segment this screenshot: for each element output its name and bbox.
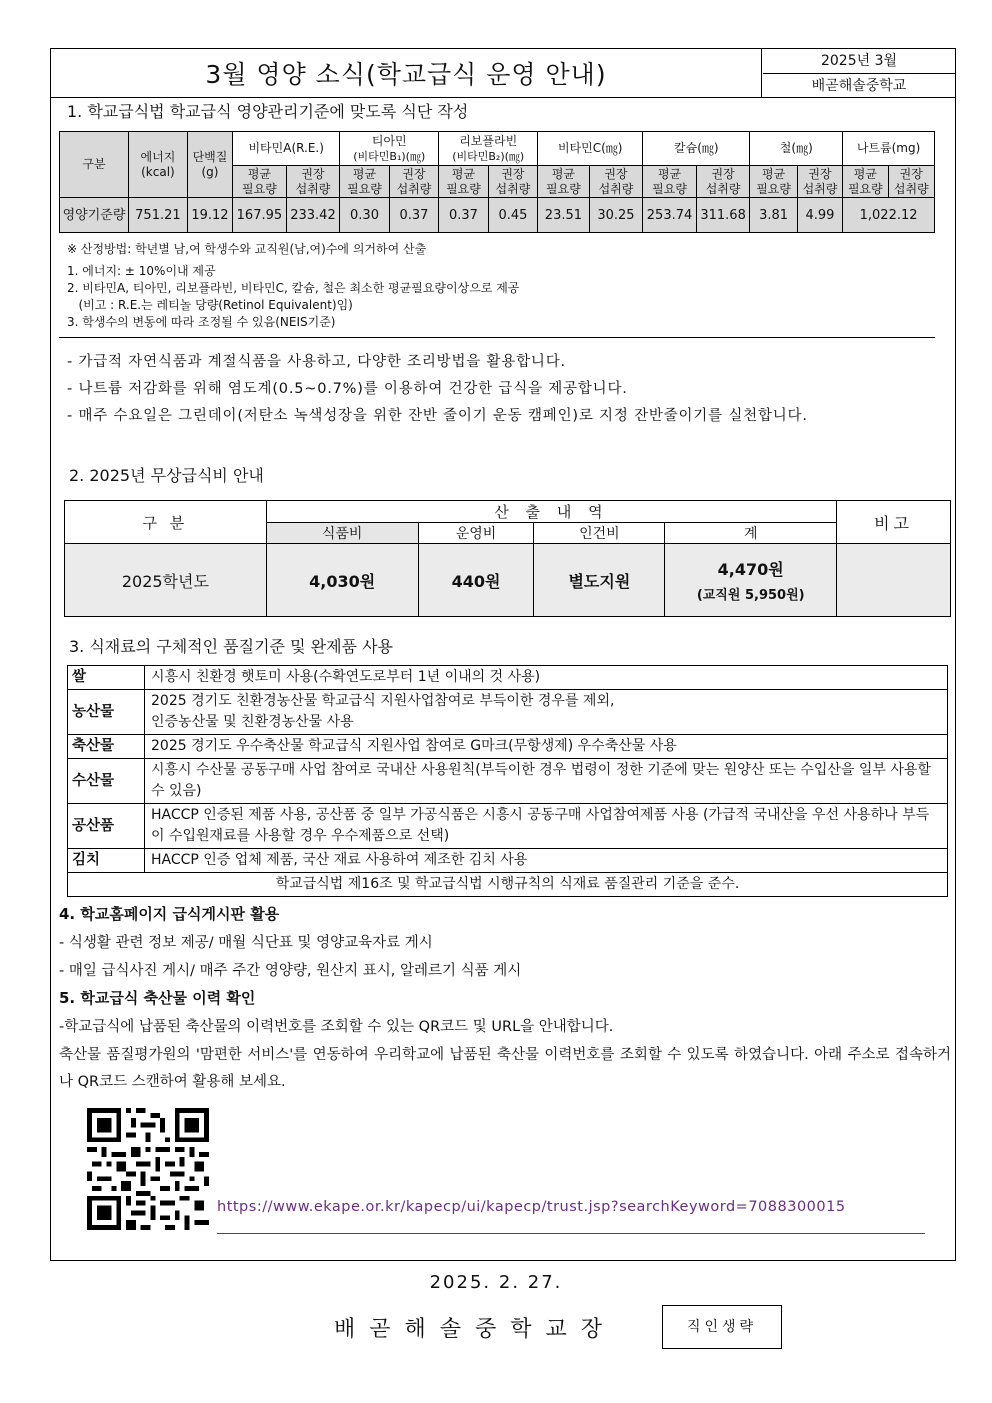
value-cell: 751.21 bbox=[129, 198, 188, 233]
value-cell: 0.37 bbox=[439, 198, 488, 233]
th-protein: 단백질 (g) bbox=[187, 132, 232, 198]
th-sub: 권장 섭취량 bbox=[696, 166, 750, 198]
issue-date: 2025. 2. 27. bbox=[429, 1272, 563, 1293]
bullet-line: - 매주 수요일은 그린데이(저탄소 녹색성장을 위한 잔반 줄이기 운동 캠페인)로 지정 잔반줄이기를 실천합니다. bbox=[67, 408, 808, 424]
operation-cost: 440원 bbox=[418, 544, 534, 617]
header-school: 배곧해솔중학교 bbox=[763, 73, 955, 98]
th-sub: 권장 섭취량 bbox=[488, 166, 537, 198]
header-info bbox=[763, 49, 955, 97]
th-sub: 권장 섭취량 bbox=[589, 166, 643, 198]
th-sub: 권장 섭취량 bbox=[389, 166, 438, 198]
divider bbox=[59, 337, 935, 338]
th-sub: 평균 필요량 bbox=[233, 166, 287, 198]
note-line: 2. 비타민A, 티아민, 리보플라빈, 비타민C, 칼슘, 철은 최소한 평균필요량이상으로 제공 bbox=[67, 281, 520, 295]
value-cell: 0.30 bbox=[340, 198, 389, 233]
quality-key: 수산물 bbox=[68, 759, 145, 804]
row-label: 2025학년도 bbox=[65, 544, 267, 617]
section3-heading: 3. 식재료의 구체적인 품질기준 및 완제품 사용 bbox=[69, 637, 393, 656]
total-cost bbox=[665, 544, 837, 617]
th-sub: 평균 필요량 bbox=[538, 166, 590, 198]
quality-value: 2025 경기도 친환경농산물 학교급식 지원사업참여로 부득이한 경우를 제외, 인증농산물 및 친환경농산물 사용 bbox=[145, 690, 948, 735]
bullet-line: - 나트륨 저감화를 위해 염도계(0.5~0.7%)를 이용하여 건강한 급식을 제공합니다. bbox=[67, 381, 628, 397]
food-cost: 4,030원 bbox=[266, 544, 418, 617]
nutrition-notes bbox=[67, 241, 519, 331]
bullet-line: - 가급적 자연식품과 계절식품을 사용하고, 다양한 조리방법을 활용합니다. bbox=[67, 354, 566, 370]
th-sub: 평균 필요량 bbox=[643, 166, 697, 198]
trace-url-link[interactable]: https://www.ekape.or.kr/kapecp/ui/kapecp/trust.jsp?searchKeyword=7088300015 bbox=[217, 1199, 846, 1215]
section1-heading: 1. 학교급식법 학교급식 영양관리기준에 맞도록 식단 작성 bbox=[67, 102, 469, 121]
th-sub: 권장 섭취량 bbox=[286, 166, 340, 198]
header-date: 2025년 3월 bbox=[820, 53, 898, 69]
note-line: ※ 산정방법: 학년별 남,여 학생수와 교직원(남,여)수에 의거하여 산출 bbox=[67, 242, 427, 256]
row-label: 영양기준량 bbox=[60, 198, 129, 233]
value-cell: 0.45 bbox=[488, 198, 537, 233]
value-cell: 23.51 bbox=[538, 198, 590, 233]
th-sub: 평균 필요량 bbox=[750, 166, 797, 198]
th-vitamin-a: 비타민A(R.E.) bbox=[233, 132, 340, 166]
th-vitamin-c: 비타민C(㎎) bbox=[538, 132, 643, 166]
section5-line: -학교급식에 납품된 축산물의 이력번호를 조회할 수 있는 QR코드 및 URL을 안내합니다. bbox=[59, 1019, 614, 1035]
section4-heading: 4. 학교홈페이지 급식게시판 활용 bbox=[59, 905, 280, 923]
quality-key: 쌀 bbox=[68, 666, 145, 690]
staff-cost: (교직원 5,950원) bbox=[696, 588, 805, 603]
th-sub: 평균 필요량 bbox=[843, 166, 888, 198]
value-cell: 0.37 bbox=[389, 198, 438, 233]
url-underline bbox=[217, 1233, 925, 1234]
th-sodium: 나트륨(mg) bbox=[843, 132, 935, 166]
note-line: 3. 학생수의 변동에 따라 조정될 수 있음(NEIS기준) bbox=[67, 315, 336, 329]
th-sub: 권장 섭취량 bbox=[888, 166, 935, 198]
labor-cost: 별도지원 bbox=[534, 544, 665, 617]
value-cell: 3.81 bbox=[750, 198, 797, 233]
th-sub: 권장 섭취량 bbox=[797, 166, 842, 198]
section4-line: - 식생활 관련 정보 제공/ 매월 식단표 및 영양교육자료 게시 bbox=[59, 935, 433, 951]
th-iron: 철(㎎) bbox=[750, 132, 843, 166]
note-line: (비고 : R.E.는 레티놀 당량(Retinol Equivalent)임) bbox=[67, 298, 353, 312]
th-note: 비고 bbox=[837, 501, 951, 544]
value-cell: 253.74 bbox=[643, 198, 697, 233]
quality-key: 축산물 bbox=[68, 735, 145, 759]
section4-line: - 매일 급식사진 게시/ 매주 주간 영양량, 원산지 표시, 알레르기 식품 게시 bbox=[59, 963, 522, 979]
meal-fee-table bbox=[64, 500, 951, 617]
th-riboflavin: 리보플라빈 (비타민B₂)(㎎) bbox=[439, 132, 538, 166]
note-line: 1. 에너지: ± 10%이내 제공 bbox=[67, 264, 216, 278]
quality-table bbox=[67, 665, 948, 897]
page-title: 3월 영양 소식(학교급식 운영 안내) bbox=[51, 49, 762, 97]
quality-value: HACCP 인증 업체 제품, 국산 재료 사용하여 제조한 김치 사용 bbox=[145, 849, 948, 873]
meal-policy-bullets bbox=[67, 349, 808, 430]
th-thiamin: 티아민 (비타민B₁)(㎎) bbox=[340, 132, 439, 166]
quality-value: HACCP 인증된 제품 사용, 공산품 중 일부 가공식품은 시흥시 공동구매 사업참여제품 사용 (가급적 국내산을 우선 사용하나 부득이 수입원재료를 사용할 경우 우수제품으로 선택) bbox=[145, 804, 948, 849]
section2-heading: 2. 2025년 무상급식비 안내 bbox=[69, 466, 264, 485]
quality-key: 김치 bbox=[68, 849, 145, 873]
th-food: 식품비 bbox=[266, 523, 418, 544]
seal-box: 직인생략 bbox=[662, 1305, 782, 1349]
quality-value: 시흥시 친환경 햇토미 사용(수확연도로부터 1년 이내의 것 사용) bbox=[145, 666, 948, 690]
qr-code-image[interactable] bbox=[87, 1108, 209, 1230]
value-cell: 233.42 bbox=[286, 198, 340, 233]
value-cell: 19.12 bbox=[187, 198, 232, 233]
section5-description: 축산물 품질평가원의 '맘편한 서비스'를 연동하여 우리학교에 납품된 축산물 이력번호를 조회할 수 있도록 하였습니다. 아래 주소로 접속하거나 QR코드 스캔하여 활용해 보세요. bbox=[59, 1047, 951, 1090]
value-cell: 4.99 bbox=[797, 198, 842, 233]
quality-value: 2025 경기도 우수축산물 학교급식 지원사업 참여로 G마크(무항생제) 우수축산물 사용 bbox=[145, 735, 948, 759]
th-gubun: 구 분 bbox=[65, 501, 267, 544]
value-cell: 311.68 bbox=[696, 198, 750, 233]
th-energy: 에너지 (kcal) bbox=[129, 132, 188, 198]
th-gubun: 구분 bbox=[60, 132, 129, 198]
th-oper: 운영비 bbox=[418, 523, 534, 544]
quality-footer: 학교급식법 제16조 및 학교급식법 시행규칙의 식재료 품질관리 기준을 준수. bbox=[68, 873, 948, 897]
value-cell: 1,022.12 bbox=[843, 198, 935, 233]
th-calcium: 칼슘(㎎) bbox=[643, 132, 750, 166]
section5-heading: 5. 학교급식 축산물 이력 확인 bbox=[59, 989, 256, 1007]
principal-name: 배곧해솔중학교장 bbox=[334, 1317, 617, 1342]
total-value: 4,470원 bbox=[717, 560, 784, 579]
document-frame bbox=[50, 48, 956, 1261]
th-sub: 평균 필요량 bbox=[340, 166, 389, 198]
quality-key: 공산품 bbox=[68, 804, 145, 849]
th-labor: 인건비 bbox=[534, 523, 665, 544]
nutrition-table bbox=[59, 131, 935, 233]
quality-key: 농산물 bbox=[68, 690, 145, 735]
note-cell bbox=[837, 544, 951, 617]
th-calc: 산 출 내 역 bbox=[266, 501, 836, 523]
value-cell: 167.95 bbox=[233, 198, 287, 233]
value-cell: 30.25 bbox=[589, 198, 643, 233]
th-sub: 평균 필요량 bbox=[439, 166, 488, 198]
th-total: 계 bbox=[665, 523, 837, 544]
quality-value: 시흥시 수산물 공동구매 사업 참여로 국내산 사용원칙(부득이한 경우 법령이 정한 기준에 맞는 원양산 또는 수입산을 일부 사용할 수 있음) bbox=[145, 759, 948, 804]
header bbox=[51, 49, 955, 98]
